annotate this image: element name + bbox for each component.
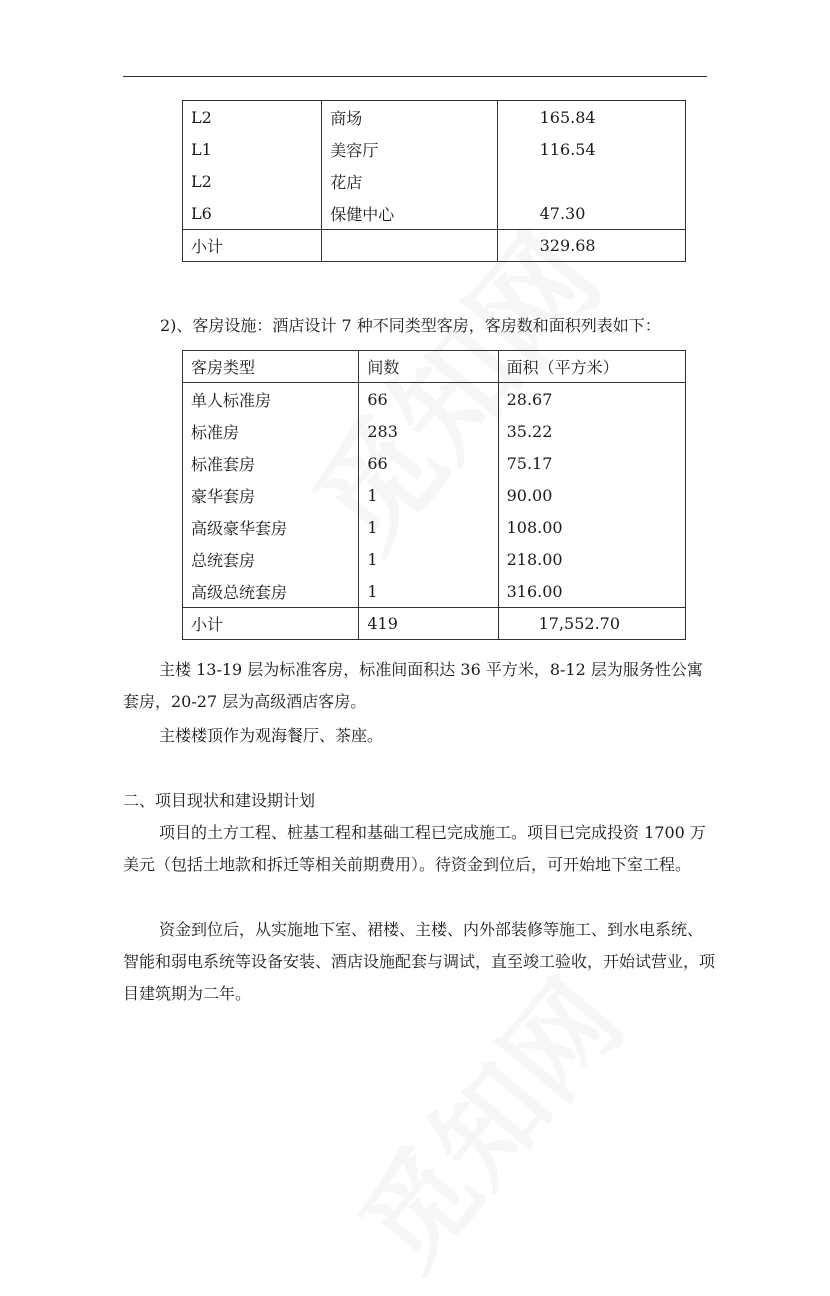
count-cell: 1: [359, 543, 498, 575]
area-cell: 47.30: [497, 197, 685, 230]
subtotal-label: 小计: [183, 230, 322, 262]
area-cell: 218.00: [498, 543, 685, 575]
paragraph-floors: 主楼 13-19 层为标准客房，标准间面积达 36 平方米，8-12 层为服务性公寓套房，20-27 层为高级酒店客房。: [123, 660, 703, 711]
subtotal-row: [183, 608, 686, 640]
area-cell: 35.22: [498, 415, 685, 447]
subtotal-value: 329.68: [497, 230, 685, 262]
count-cell: 66: [359, 447, 498, 479]
room-type-cell: 豪华套房: [191, 486, 256, 506]
header-count: 间数: [359, 351, 498, 383]
table-row: [183, 511, 686, 543]
table-header-row: [183, 351, 686, 383]
paragraph-schedule: 资金到位后，从实施地下室、裙楼、主楼、内外部装修等施工、到水电系统、智能和弱电系统等设备安装、酒店设施配套与调试，直至竣工验收，开始试营业，项目建筑期为二年。: [123, 920, 716, 1003]
area-cell: 316.00: [498, 575, 685, 608]
table-row: [183, 101, 686, 134]
facilities-table: [182, 100, 686, 262]
area-cell: 28.67: [498, 383, 685, 416]
subtotal-count: 419: [359, 608, 498, 640]
header-area: 面积（平方米）: [498, 351, 685, 383]
section2-intro: 2)、客房设施：酒店设计 7 种不同类型客房，客房数和面积列表如下：: [160, 316, 661, 335]
area-cell: 165.84: [497, 101, 685, 134]
count-cell: 283: [359, 415, 498, 447]
facility-name-cell: 美容厅: [322, 133, 497, 165]
area-cell: 108.00: [498, 511, 685, 543]
count-cell: 66: [359, 383, 498, 416]
room-type-cell: 高级豪华套房: [191, 518, 288, 538]
facility-name-cell: 花店: [322, 165, 497, 197]
floor-cell: L1: [191, 139, 212, 159]
count-cell: 1: [359, 575, 498, 608]
subtotal-area: 17,552.70: [498, 608, 685, 640]
count-cell: 1: [359, 479, 498, 511]
count-cell: 1: [359, 511, 498, 543]
paragraph-rooftop: 主楼楼顶作为观海餐厅、茶座。: [159, 726, 384, 745]
table-row: [183, 575, 686, 608]
table-row: [183, 197, 686, 230]
section-heading-2: 二、项目现状和建设期计划: [123, 791, 316, 810]
header-rule: [123, 76, 707, 77]
room-type-cell: 标准房: [191, 422, 240, 442]
table-row: [183, 447, 686, 479]
floor-cell: L2: [191, 107, 212, 127]
facility-name-cell: 商场: [322, 101, 497, 134]
room-type-cell: 单人标准房: [191, 390, 272, 410]
floor-cell: L6: [191, 203, 212, 223]
table-row: [183, 383, 686, 416]
subtotal-label: 小计: [183, 608, 359, 640]
paragraph-status: 项目的土方工程、桩基工程和基础工程已完成施工。项目已完成投资 1700 万美元（包括土地款和拆迁等相关前期费用）。待资金到位后，可开始地下室工程。: [123, 823, 706, 874]
table-row: [183, 165, 686, 197]
table-row: [183, 415, 686, 447]
area-cell: 90.00: [498, 479, 685, 511]
area-cell: 116.54: [497, 133, 685, 165]
area-cell: [497, 165, 685, 197]
floor-cell: L2: [191, 171, 212, 191]
table-row: [183, 479, 686, 511]
empty-cell: [322, 230, 497, 262]
table-row: [183, 133, 686, 165]
table-row: [183, 543, 686, 575]
subtotal-row: [183, 230, 686, 262]
header-room-type: 客房类型: [183, 351, 359, 383]
room-types-table: [182, 350, 686, 640]
room-type-cell: 标准套房: [191, 454, 256, 474]
room-type-cell: 高级总统套房: [191, 582, 288, 602]
facility-name-cell: 保健中心: [322, 197, 497, 230]
area-cell: 75.17: [498, 447, 685, 479]
room-type-cell: 总统套房: [191, 550, 256, 570]
